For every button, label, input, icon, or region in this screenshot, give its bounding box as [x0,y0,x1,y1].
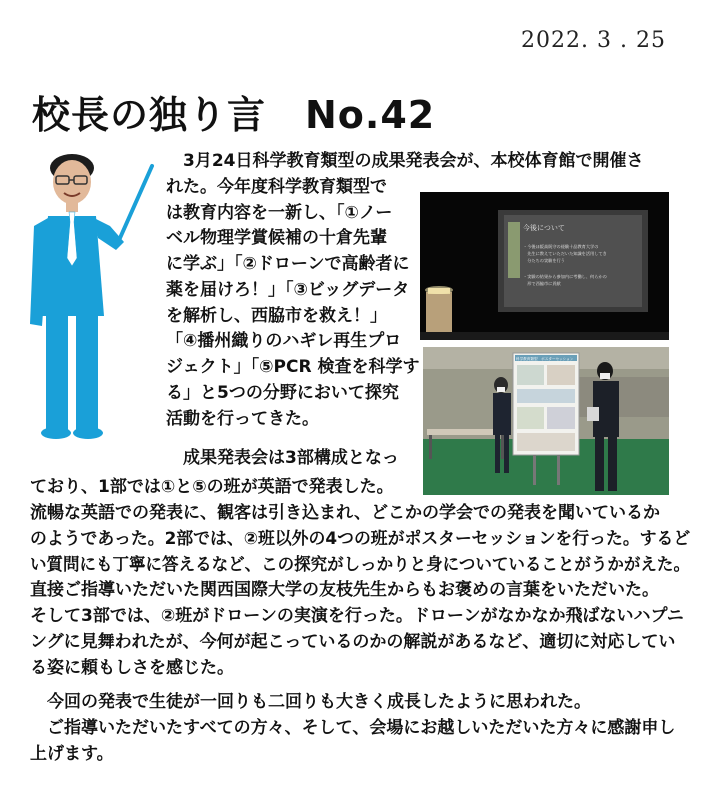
poster-session-photo [423,347,669,495]
slide-text-line: ・今後ほ阪高既守の経験十品教育大学の [523,244,599,249]
body-line: は教育内容を一新し、「①ノー [166,203,393,223]
date: 2022. 3 . 25 [521,28,666,53]
slide-text-line: 分たちの実験を行う [523,258,565,263]
stage-slide-photo [420,192,669,340]
body-line: 成果発表会は3部構成となっ [166,448,399,468]
body-line: 薬を届けろ！」「③ビッグデータ [166,280,410,300]
body-line: ており、1部では①と⑤の班が英語で発表した。 [30,477,394,497]
slide-text-line: ・実験の結果から参加内に考働し、何らかの [523,274,607,279]
body-line: ご指導いただいたすべての方々、そして、会場にお越しいただいた方々に感謝申し [30,718,676,738]
slide-heading: 今後について [523,224,565,232]
page-title: 校長の独り言 No.42 [32,93,436,137]
body-line: に学ぶ」「②ドローンで高齢者に [166,254,410,274]
body-line: ングに見舞われたが、今何が起こっているのかの解説があるなど、適切に対応してい [30,632,676,652]
body-line: のようであった。2部では、②班以外の4つの班がポスターセッションを行った。するど [30,529,691,549]
body-line: れた。今年度科学教育類型で [166,177,387,197]
body-line: 上げます。 [30,744,114,764]
body-line: そして3部では、②班がドローンの実演を行った。ドローンがなかなか飛ばないハプニ [30,606,684,626]
body-line: る」と5つの分野において探究 [166,383,399,403]
body-line: ベル物理学賞候補の十倉先輩 [166,228,387,248]
body-line: 今回の発表で生徒が一回りも二回りも大きく成長したように思われた。 [30,692,591,712]
body-line: を解析し、西脇市を救え！」 [166,306,387,326]
body-line: 3月24日科学教育類型の成果発表会が、本校体育館で開催さ [166,151,644,171]
body-line: る姿に頼もしさを感じた。 [30,658,234,678]
slide-text-line: 先生に教えていただいた知識を活用してき [523,251,607,256]
body-line: 「④播州織りのハギレ再生プロ [166,331,402,351]
principal-illustration [24,146,162,442]
body-line: い質問にも丁寧に答えるなど、この探究がしっかりと身についていることがうかがえた。 [30,555,690,575]
body-line: 直接ご指導いただいた関西国際大学の友枝先生からもお褒めの言葉をいただいた。 [30,580,659,600]
poster-header: 科学教育類型 ポスターセッション [516,357,574,361]
body-line: 活動を行ってきた。 [166,409,319,429]
slide-text-line: 形で西脇市に貢献 [523,281,561,286]
body-line: 流暢な英語での発表に、観客は引き込まれ、どこかの学会での発表を聞いているか [30,503,661,523]
body-line: ジェクト」「⑤PCR 検査を科学す [166,357,420,377]
